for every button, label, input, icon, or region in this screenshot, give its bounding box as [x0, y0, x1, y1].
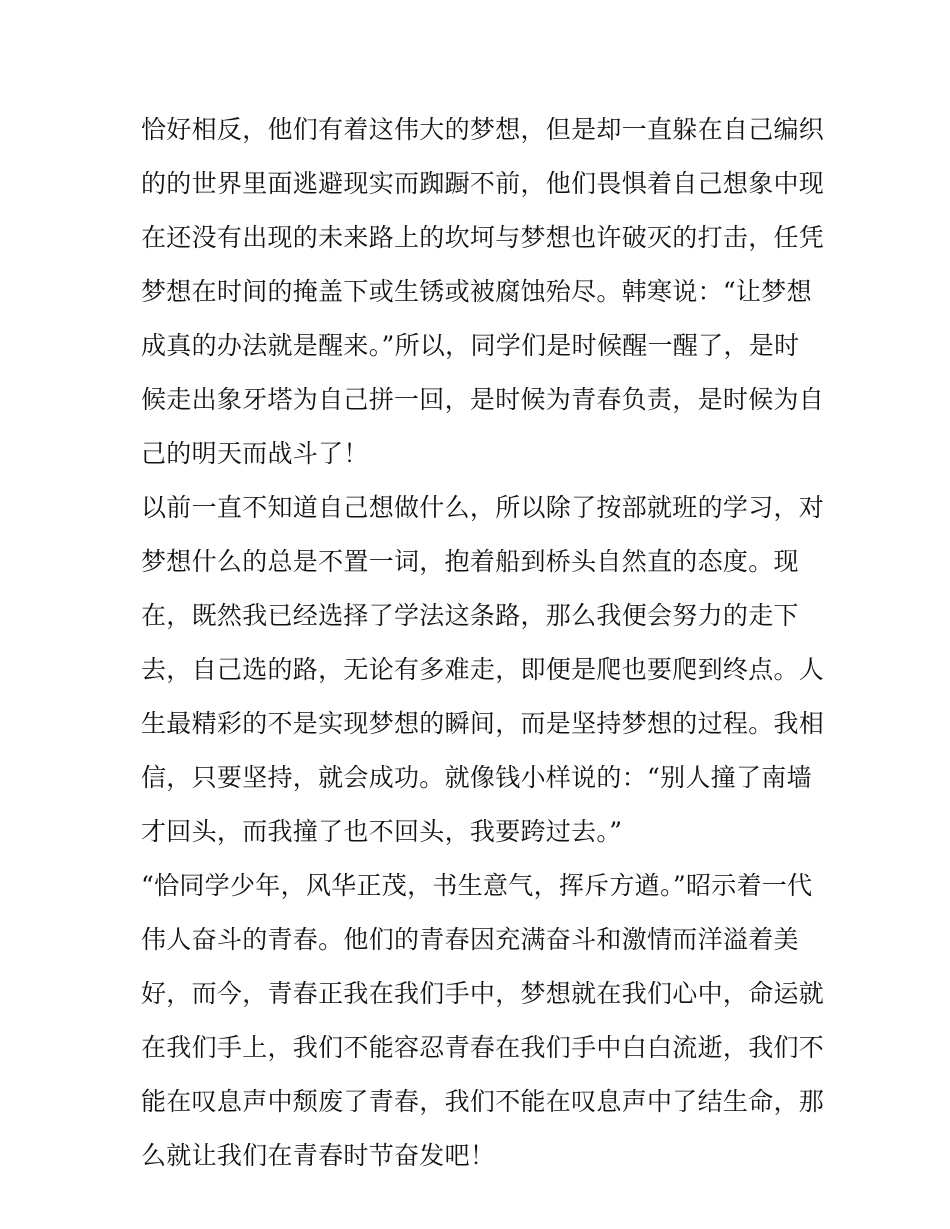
text-line: 能在叹息声中颓废了青春，我们不能在叹息声中了结生命，那: [141, 1087, 825, 1116]
text-line: 候走出象牙塔为自己拼一回，是时候为青春负责，是时候为自: [141, 385, 825, 414]
text-line: 在，既然我已经选择了学法这条路，那么我便会努力的走下: [141, 601, 799, 630]
text-line: 在我们手上，我们不能容忍青春在我们手中白白流逝，我们不: [141, 1033, 825, 1062]
text-line: 成真的办法就是醒来。”所以，同学们是时候醒一醒了，是时: [141, 331, 800, 360]
text-line: 以前一直不知道自己想做什么，所以除了按部就班的学习，对: [141, 493, 825, 522]
text-line: 么就让我们在青春时节奋发吧！: [141, 1141, 496, 1170]
text-line: 去，自己选的路，无论有多难走，即便是爬也要爬到终点。人: [141, 655, 825, 684]
text-line: 梦想什么的总是不置一词，抱着船到桥头自然直的态度。现: [141, 547, 799, 576]
text-line: 好，而今，青春正我在我们手中，梦想就在我们心中，命运就: [141, 979, 825, 1008]
text-line: 才回头，而我撞了也不回头，我要跨过去。”: [141, 817, 623, 846]
text-line: 在还没有出现的未来路上的坎坷与梦想也许破灭的打击，任凭: [141, 223, 825, 252]
text-line: 梦想在时间的掩盖下或生锈或被腐蚀殆尽。韩寒说：“让梦想: [141, 277, 812, 306]
text-line: 恰好相反，他们有着这伟大的梦想，但是却一直躲在自己编织: [141, 115, 825, 144]
text-line: 的的世界里面逃避现实而踟蹰不前，他们畏惧着自己想象中现: [141, 169, 825, 198]
text-line: 信，只要坚持，就会成功。就像钱小样说的：“别人撞了南墙: [141, 763, 812, 792]
text-line: “恰同学少年，风华正茂，书生意气，挥斥方遒。”昭示着一代: [141, 871, 813, 900]
text-line: 生最精彩的不是实现梦想的瞬间，而是坚持梦想的过程。我相: [141, 709, 825, 738]
text-line: 伟人奋斗的青春。他们的青春因充满奋斗和激情而洋溢着美: [141, 925, 799, 954]
body-text: [141, 103, 825, 1183]
text-line: 己的明天而战斗了！: [141, 439, 369, 468]
